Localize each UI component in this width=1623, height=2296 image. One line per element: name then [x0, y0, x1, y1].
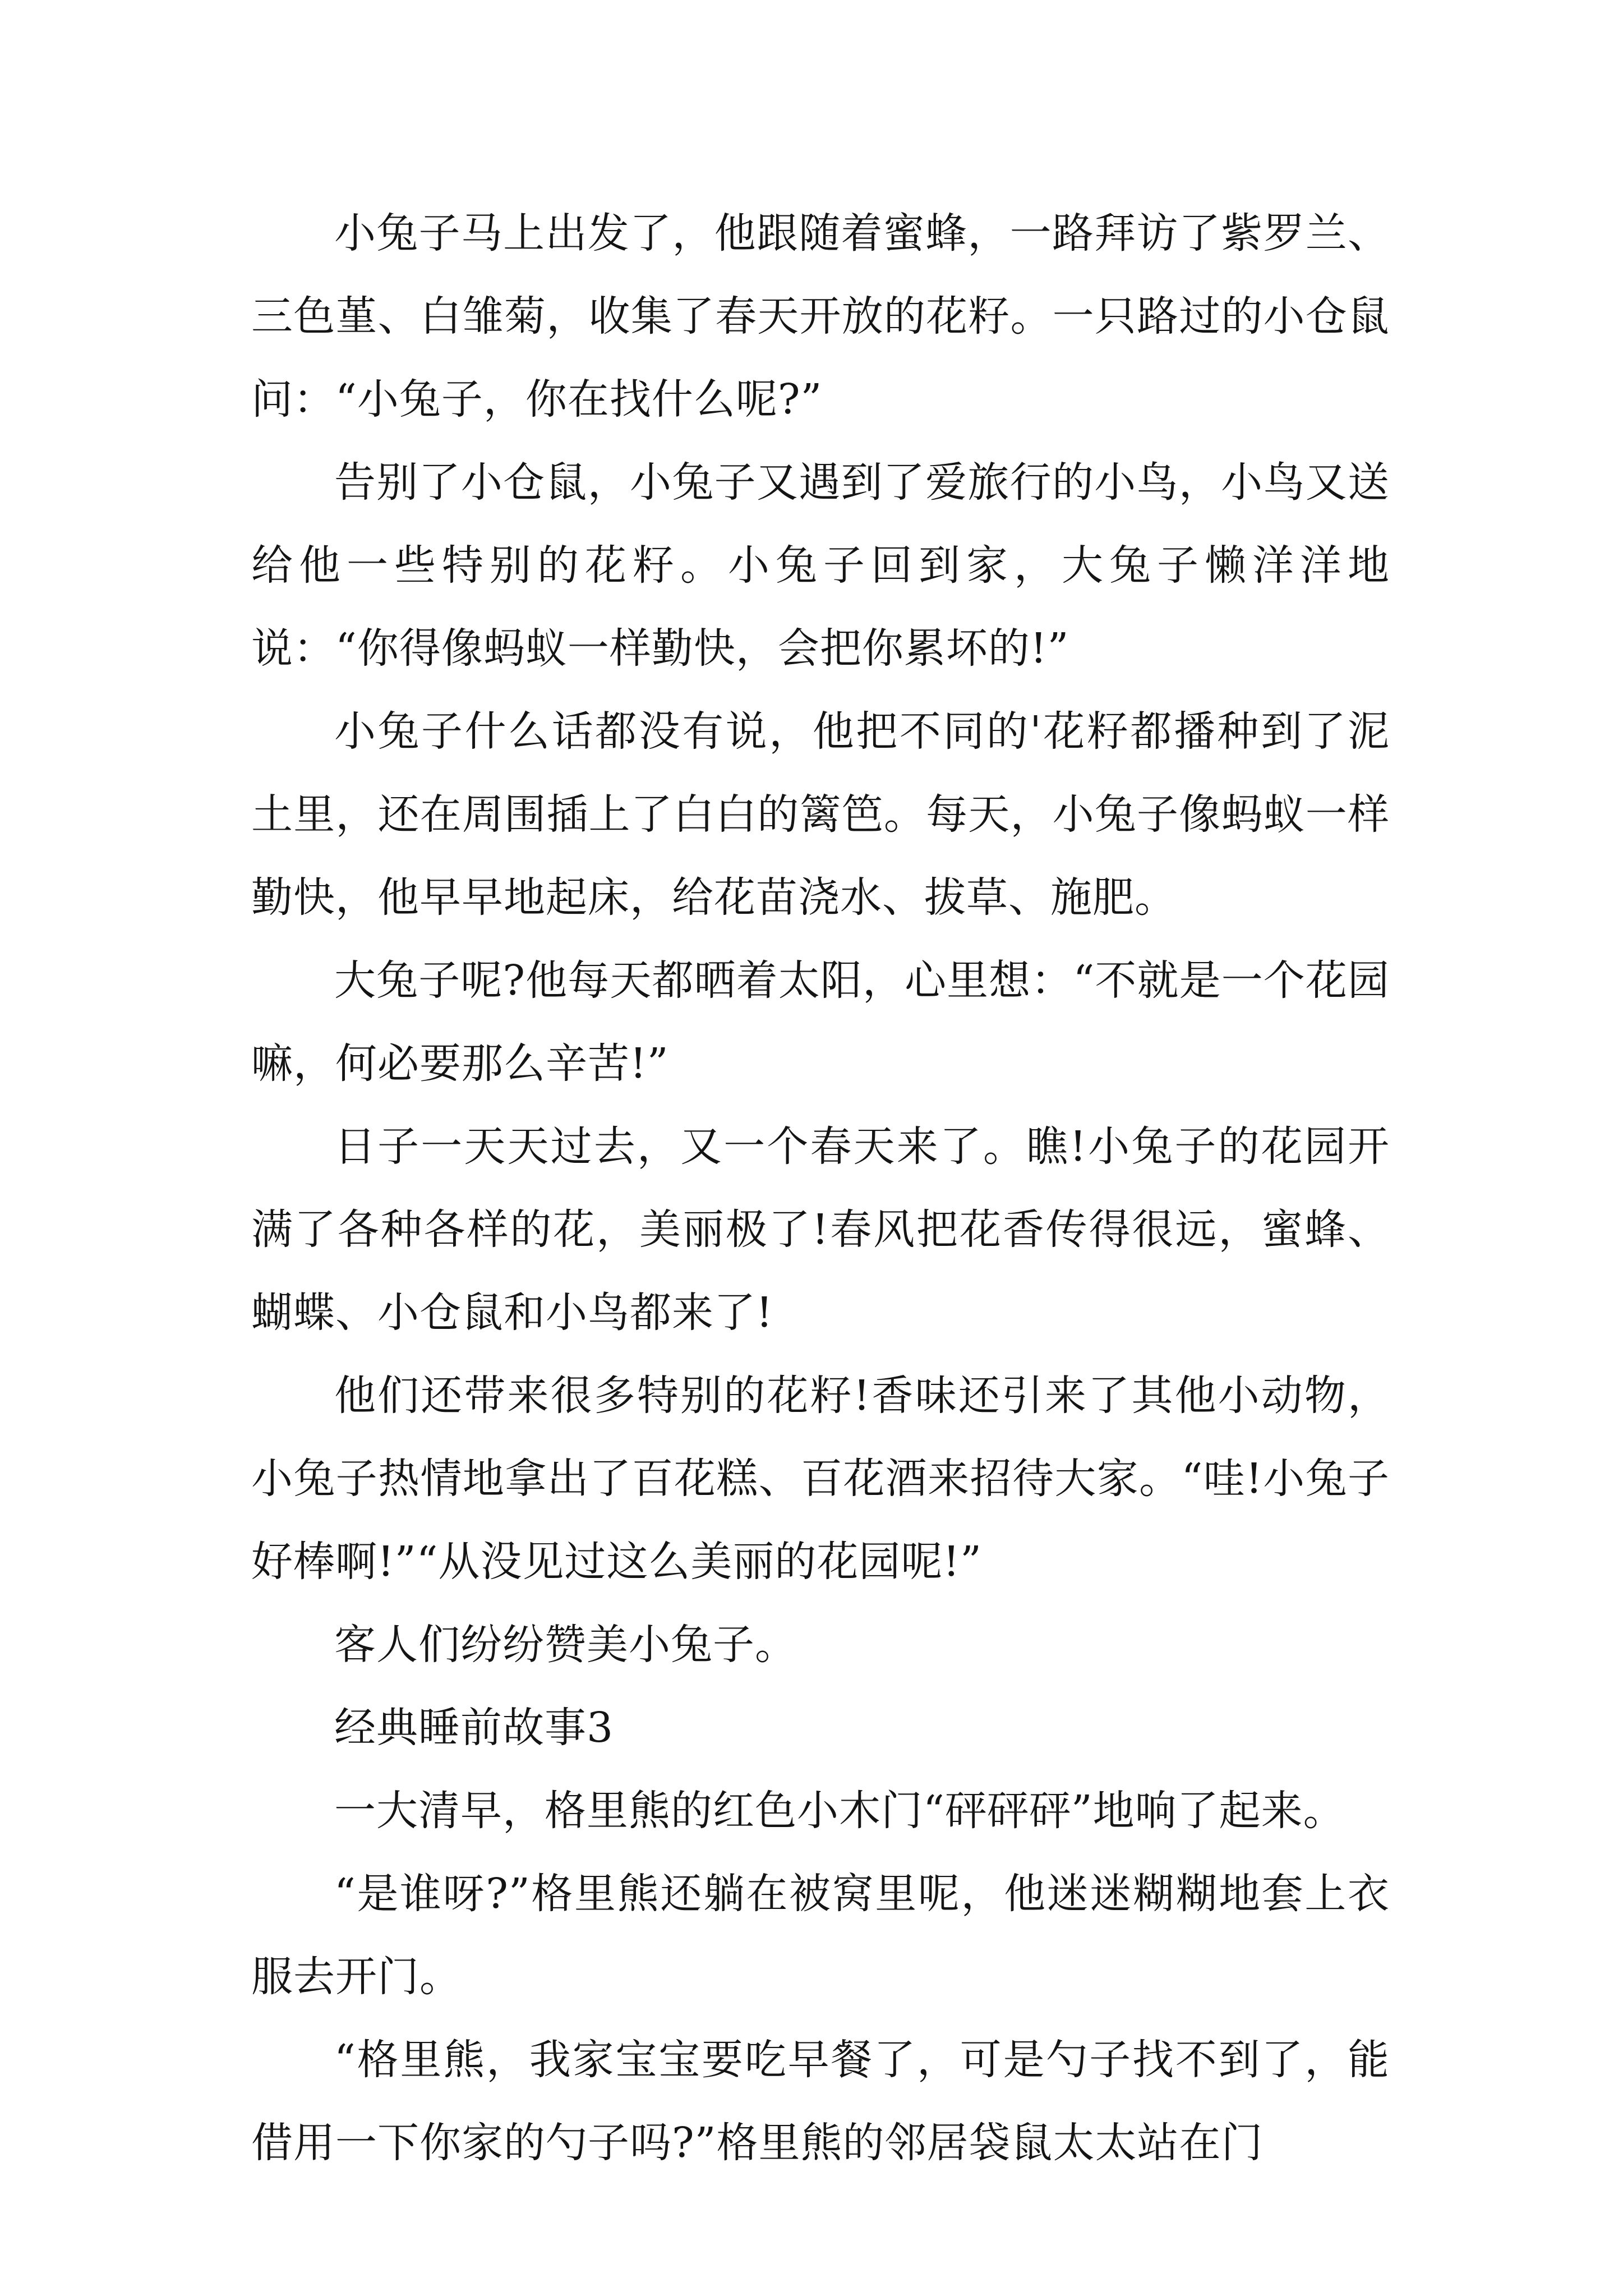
paragraph: 告别了小仓鼠，小兔子又遇到了爱旅行的小鸟，小鸟又送给他一些特别的花籽。小兔子回到家，大兔子懒洋洋地说：“你得像蚂蚁一样勤快，会把你累坏的!” — [251, 458, 1390, 673]
paragraph: 小兔子什么话都没有说，他把不同的'花籽都播种到了泥土里，还在周围插上了白白的篱笆。每天，小兔子像蚂蚁一样勤快，他早早地起床，给花苗浇水、拔草、施肥。 — [251, 707, 1390, 922]
paragraph: “是谁呀?”格里熊还躺在被窝里呢，他迷迷糊糊地套上衣服去开门。 — [251, 1870, 1390, 2001]
paragraph: 一大清早，格里熊的红色小木门“砰砰砰”地响了起来。 — [334, 1787, 1345, 1835]
paragraph: 小兔子马上出发了，他跟随着蜜蜂，一路拜访了紫罗兰、三色堇、白雏菊，收集了春天开放的花籽。一只路过的小仓鼠问：“小兔子，你在找什么呢?” — [251, 209, 1390, 424]
story-text — [251, 192, 1390, 2184]
paragraph: “格里熊，我家宝宝要吃早餐了，可是勺子找不到了，能借用一下你家的勺子吗?”格里熊的邻居袋鼠太太站在门 — [251, 2036, 1390, 2167]
paragraph: 大兔子呢?他每天都晒着太阳，心里想：“不就是一个花园嘛，何必要那么辛苦!” — [251, 956, 1390, 1088]
section-heading: 经典睡前故事3 — [334, 1704, 614, 1752]
paragraph: 他们还带来很多特别的花籽!香味还引来了其他小动物，小兔子热情地拿出了百花糕、百花酒来招待大家。“哇!小兔子好棒啊!”“从没见过这么美丽的花园呢!” — [251, 1372, 1390, 1586]
paragraph: 客人们纷纷赞美小兔子。 — [334, 1621, 797, 1669]
paragraph: 日子一天天过去，又一个春天来了。瞧!小兔子的花园开满了各种各样的花，美丽极了!春风把花香传得很远，蜜蜂、蝴蝶、小仓鼠和小鸟都来了! — [251, 1122, 1390, 1337]
